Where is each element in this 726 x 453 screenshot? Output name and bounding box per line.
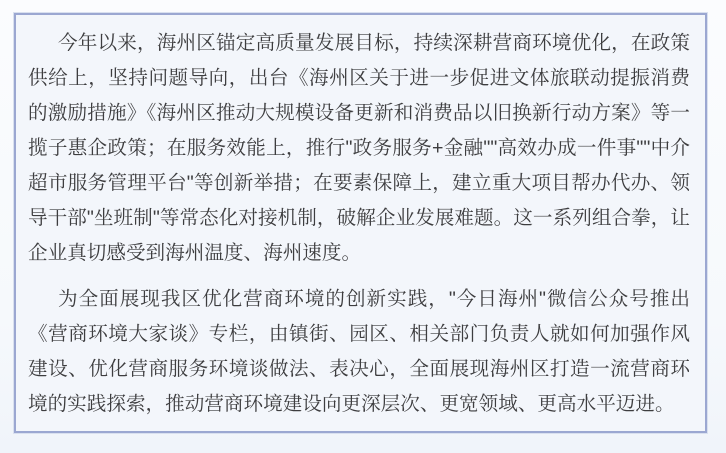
article-card — [14, 13, 707, 433]
article-paragraph-2: 为全面展现我区优化营商环境的创新实践，"今日海州"微信公众号推出《营商环境大家谈》专栏，由镇街、园区、相关部门负责人就如何加强作风建设、优化营商服务环境谈做法、表决心，全面展现海州区打造一流营商环境的实践探索，推动营商环境建设向更深层次、更宽领域、更高水平迈进。 — [28, 288, 690, 415]
article-paragraph-1: 今年以来，海州区锚定高质量发展目标，持续深耕营商环境优化，在政策供给上，坚持问题导向，出台《海州区关于进一步促进文体旅联动提振消费的激励措施》《海州区推动大规模设备更新和消费品以旧换新行动方案》等一揽子惠企政策；在服务效能上，推行"政务服务+金融""高效办成一件事""中介超市服务管理平台"等创新举措；在要素保障上，建立重大项目帮办代办、领导干部"坐班制"等常态化对接机制，破解企业发展难题。这一系列组合拳，让企业真切感受到海州温度、海州速度。 — [28, 32, 690, 264]
